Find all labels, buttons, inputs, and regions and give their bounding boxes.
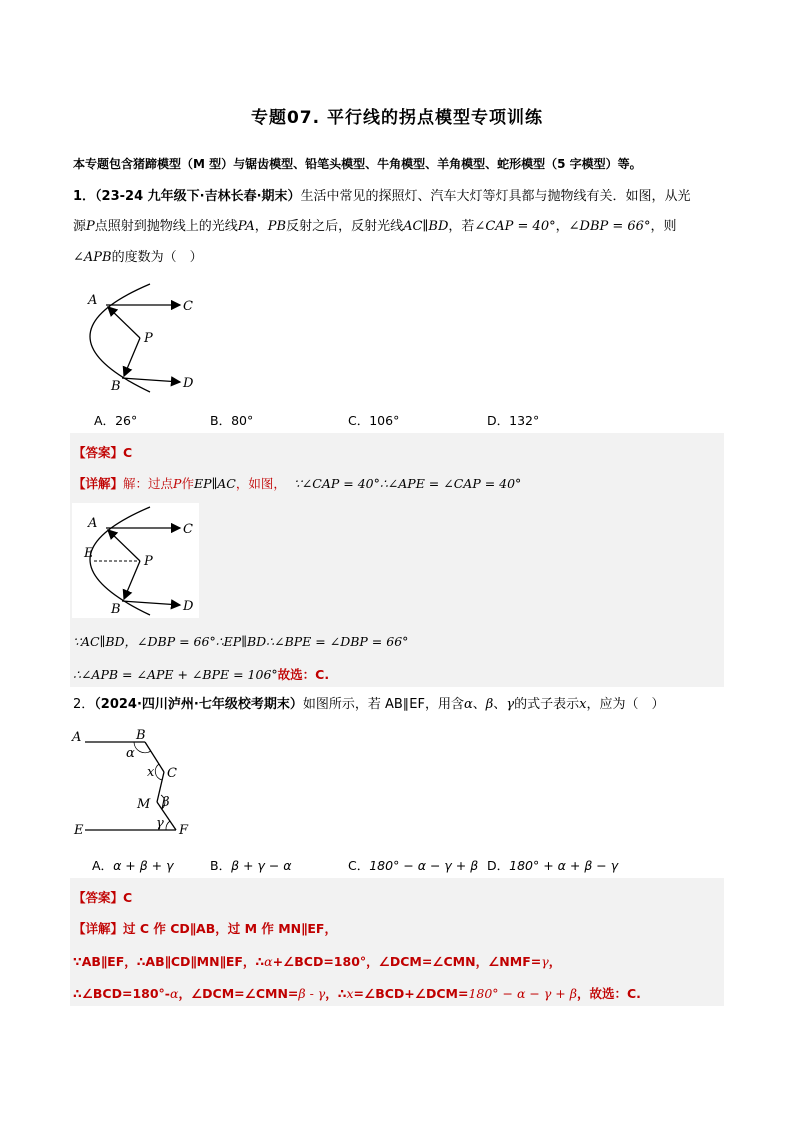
detail-parallel: EP∥AC [193, 476, 236, 491]
q2-detail-line3 [73, 984, 641, 1002]
q2-var: γ [506, 697, 515, 712]
option-value: 106° [369, 413, 400, 428]
detail-text: ，∴ [325, 986, 347, 1001]
detail-text: 解：过点 [123, 476, 174, 491]
q2-text: 如图所示，若 AB∥EF，用含 [302, 697, 464, 712]
detail-var: α [170, 986, 179, 1001]
detail-text: ， [548, 954, 562, 969]
ray-pb [124, 561, 140, 599]
answer-value: C [123, 445, 133, 460]
q1-option-a[interactable] [94, 411, 137, 429]
answer-tag: 【答案】 [73, 890, 124, 905]
q1-line3 [73, 242, 203, 273]
detail-var: β - γ [298, 986, 326, 1001]
ray-pa [108, 307, 140, 338]
q1-text1: 生活中常见的探照灯、汽车大灯等灯具都与抛物线有关．如图，从光 [300, 189, 691, 204]
q2-answer [73, 888, 132, 906]
q1-solution-figure [72, 503, 199, 618]
q2-figure [70, 722, 200, 842]
q2-option-a[interactable] [92, 856, 174, 874]
q2-number: 2． [73, 697, 95, 712]
q2-text: 、 [472, 697, 486, 712]
option-label: C． [348, 858, 370, 873]
q1-angle-cap: ∠CAP = 40° [474, 219, 556, 234]
q2-option-b[interactable] [210, 856, 292, 874]
q1-detail-line3 [73, 665, 329, 683]
detail-var-p: P [173, 476, 182, 491]
q2-text: ，应为（ ） [586, 697, 665, 712]
option-value: 180° + α + β − γ [509, 858, 619, 873]
label-m: M [137, 797, 151, 812]
label-b: B [111, 379, 121, 394]
detail-text: ∴∠BCD=180°- [73, 986, 170, 1001]
option-label: A． [92, 858, 114, 873]
q1-text: ， [254, 219, 268, 234]
ray-pb [124, 338, 140, 376]
intro-text: 本专题包含猪蹄模型（M 型）与锯齿模型、铅笔头模型、牛角模型、羊角模型、蛇形模型（5 字模型）等。 [73, 157, 642, 171]
q2-text: 、 [493, 697, 507, 712]
label-p: P [144, 554, 153, 569]
option-label: B． [210, 858, 232, 873]
label-d: D [183, 599, 194, 614]
q2-option-c[interactable] [348, 856, 478, 874]
ray-pa [108, 530, 140, 561]
label-alpha: α [126, 746, 135, 761]
q2-line1 [73, 689, 664, 720]
label-a: A [72, 730, 82, 745]
detail-text: 作 [181, 476, 194, 491]
q2-var: x [579, 697, 587, 712]
q1-var-pa: PA [237, 219, 255, 234]
q1-parallel: AC∥BD [403, 219, 449, 234]
q1-text: ， [555, 219, 569, 234]
label-beta: β [162, 795, 170, 810]
detail-text: ∵AB∥EF，∴AB∥CD∥MN∥EF，∴ [73, 954, 265, 969]
option-label: A． [94, 413, 116, 428]
detail-text: 过 C 作 CD∥AB，过 M 作 MN∥EF， [123, 921, 337, 936]
q1-line2 [73, 211, 676, 242]
label-e: E [74, 823, 84, 838]
q1-answer [73, 443, 132, 461]
option-value: 132° [509, 413, 540, 428]
detail-var: x [346, 986, 354, 1001]
option-label: B． [210, 413, 232, 428]
option-label: D． [487, 413, 510, 428]
label-a: A [88, 516, 98, 531]
q1-figure [70, 280, 200, 395]
q1-source: （23-24 九年级下·吉林长春·期末） [95, 189, 301, 204]
label-gamma: γ [156, 816, 164, 831]
detail-var: γ [541, 954, 549, 969]
label-d: D [183, 376, 194, 391]
q1-option-d[interactable] [487, 411, 539, 429]
detail-text: +∠BCD=180°，∠DCM=∠CMN，∠NMF= [272, 954, 542, 969]
q2-text: 的式子表示 [514, 697, 580, 712]
q1-angle-dbp: ∠DBP = 66° [568, 219, 651, 234]
label-a: A [88, 293, 98, 308]
option-label: D． [487, 858, 510, 873]
label-c: C [183, 299, 193, 314]
q1-option-c[interactable] [348, 411, 399, 429]
option-label: C． [348, 413, 370, 428]
q2-var: β [485, 697, 494, 712]
q1-option-b[interactable] [210, 411, 253, 429]
detail-math: ∵∠CAP = 40°∴∠APE = ∠CAP = 40° [293, 476, 522, 491]
detail-text: ，∠DCM=∠CMN= [178, 986, 299, 1001]
label-f: F [179, 823, 189, 838]
detail-conclusion: 故选：C. [277, 667, 330, 682]
q1-var-p: P [86, 219, 95, 234]
option-value: 80° [231, 413, 254, 428]
label-c: C [167, 766, 177, 781]
detail-conclusion: ，故选：C. [576, 986, 641, 1001]
q2-detail-line1 [73, 919, 337, 937]
option-value: 26° [115, 413, 138, 428]
q1-angle-apb: ∠APB [73, 250, 112, 265]
q1-number: 1． [73, 189, 96, 204]
arc-gamma [166, 821, 170, 830]
option-value: β + γ − α [231, 858, 292, 873]
detail-math: 180° − α − γ + β [468, 986, 577, 1001]
label-b: B [136, 728, 146, 743]
q1-text: 反射之后，反射光线 [286, 219, 404, 234]
q2-var: α [463, 697, 473, 712]
q1-text: 源 [73, 219, 87, 234]
q1-text: ，则 [650, 219, 677, 234]
q1-detail-line1 [73, 474, 521, 492]
detail-tag: 【详解】 [73, 921, 124, 936]
detail-math: ∴∠APB = ∠APE + ∠BPE = 106° [73, 667, 278, 682]
q1-text: 点照射到抛物线上的光线 [94, 219, 238, 234]
q2-source: （2024·四川泸州·七年级校考期末） [94, 697, 303, 712]
parabola-curve [90, 284, 150, 392]
detail-text: ，如图， [235, 476, 286, 491]
q1-text: ，若 [448, 219, 475, 234]
q1-detail-line2 [73, 632, 408, 650]
detail-math: ∵AC∥BD，∠DBP = 66°∴EP∥BD∴∠BPE = ∠DBP = 66° [73, 634, 409, 649]
label-b: B [111, 602, 121, 617]
label-e: E [84, 546, 94, 561]
detail-text: =∠BCD+∠DCM= [353, 986, 469, 1001]
answer-value: C [123, 890, 133, 905]
q2-option-d[interactable] [487, 856, 618, 874]
page-title: 专题07. 平行线的拐点模型专项训练 [250, 108, 544, 128]
label-c: C [183, 522, 193, 537]
answer-tag: 【答案】 [73, 445, 124, 460]
option-value: α + β + γ [113, 858, 174, 873]
q1-line1 [73, 181, 691, 212]
label-x: x [147, 765, 155, 780]
label-p: P [144, 331, 153, 346]
q2-detail-line2 [73, 952, 561, 970]
q1-text: 的度数为（ ） [111, 250, 203, 265]
detail-tag: 【详解】 [73, 476, 124, 491]
option-value: 180° − α − γ + β [369, 858, 479, 873]
q1-var-pb: PB [267, 219, 287, 234]
detail-var: α [264, 954, 273, 969]
